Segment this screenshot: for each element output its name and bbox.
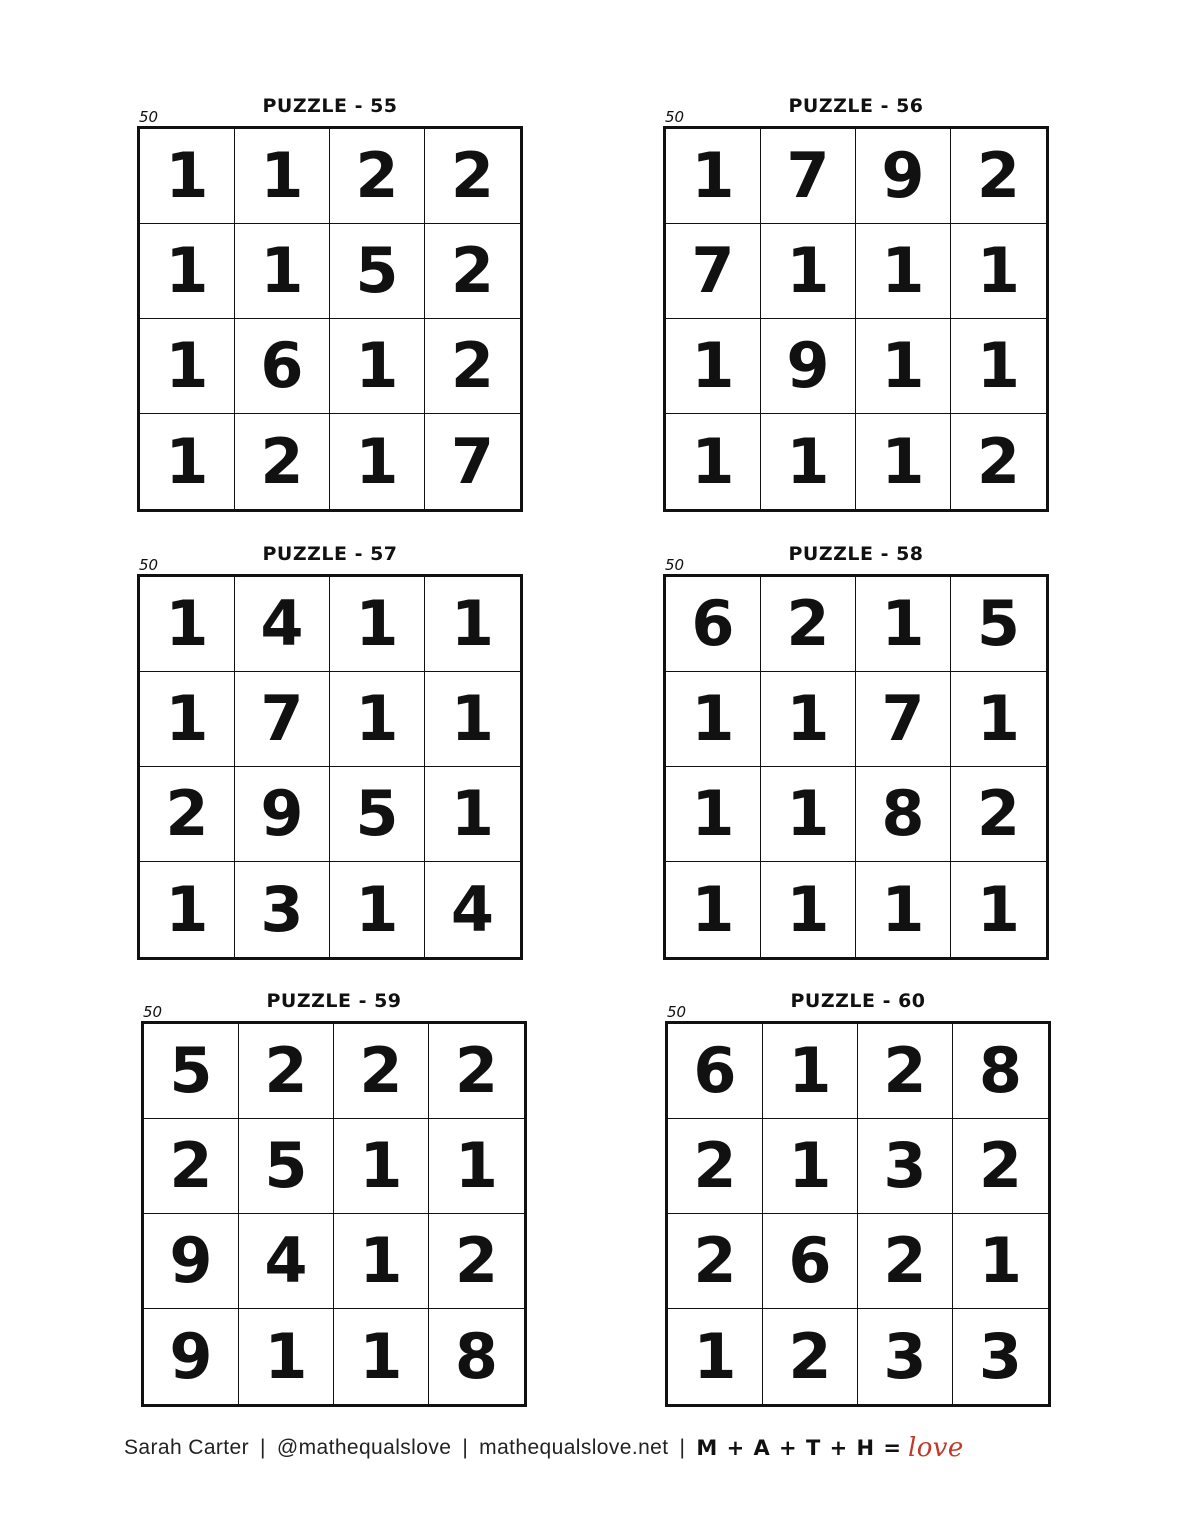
website-link[interactable]: mathequalslove.net (479, 1436, 669, 1459)
separator: | (260, 1436, 266, 1459)
puzzle-title: PUZZLE - 57 (262, 543, 398, 565)
puzzle-grid (137, 126, 523, 512)
grid-cell: 1 (666, 672, 761, 767)
grid-cell: 5 (330, 224, 425, 319)
grid-cell: 1 (951, 672, 1046, 767)
grid-cell: 2 (951, 767, 1046, 862)
grid-cell: 1 (140, 414, 235, 509)
puzzle-title: PUZZLE - 55 (262, 95, 398, 117)
brand-logo: M + A + T + H = (696, 1436, 902, 1460)
puzzle-55 (137, 94, 523, 524)
grid-cell: 1 (761, 862, 856, 957)
puzzle-grid (665, 1021, 1051, 1407)
puzzle-title: PUZZLE - 56 (788, 95, 924, 117)
grid-cell: 1 (330, 577, 425, 672)
grid-cell: 2 (144, 1119, 239, 1214)
grid-cell: 1 (239, 1309, 334, 1404)
grid-cell: 1 (951, 319, 1046, 414)
grid-cell: 2 (425, 319, 520, 414)
grid-cell: 1 (761, 414, 856, 509)
grid-cell: 1 (140, 224, 235, 319)
puzzle-60 (665, 989, 1051, 1419)
grid-cell: 4 (450, 872, 495, 946)
grid-cell: 1 (761, 767, 856, 862)
grid-cell: 1 (953, 1214, 1048, 1309)
grid-cell: 1 (140, 862, 235, 957)
grid-cell: 1 (330, 862, 425, 957)
grid-cell: 1 (666, 414, 761, 509)
grid-cell: 7 (856, 672, 951, 767)
footer (124, 1430, 964, 1466)
puzzle-title: PUZZLE - 60 (790, 990, 926, 1012)
grid-cell: 1 (763, 1024, 858, 1119)
grid-cell: 2 (330, 129, 425, 224)
grid-cell: 1 (140, 672, 235, 767)
puzzle-title: PUZZLE - 59 (266, 990, 402, 1012)
grid-cell: 6 (763, 1214, 858, 1309)
target-number: 50 (667, 1003, 687, 1021)
grid-cell: 7 (450, 424, 495, 498)
grid-cell: 2 (858, 1024, 953, 1119)
grid-cell: 1 (761, 224, 856, 319)
puzzle-58 (663, 542, 1049, 972)
grid-cell: 1 (666, 767, 761, 862)
grid-cell: 2 (951, 129, 1046, 224)
puzzle-title: PUZZLE - 58 (788, 543, 924, 565)
puzzle-59 (141, 989, 527, 1419)
grid-cell: 1 (856, 414, 951, 509)
puzzle-grid (663, 126, 1049, 512)
grid-cell: 2 (235, 414, 330, 509)
grid-cell: 1 (334, 1309, 429, 1404)
author-name: Sarah Carter (124, 1436, 250, 1459)
grid-cell: 2 (976, 424, 1021, 498)
grid-cell: 2 (763, 1309, 858, 1404)
grid-cell: 2 (668, 1214, 763, 1309)
grid-cell: 7 (761, 129, 856, 224)
grid-cell: 2 (239, 1024, 334, 1119)
puzzle-57 (137, 542, 523, 972)
puzzle-grid (137, 574, 523, 960)
grid-cell: 9 (856, 129, 951, 224)
grid-cell: 2 (858, 1214, 953, 1309)
grid-cell: 2 (140, 767, 235, 862)
grid-cell: 2 (668, 1119, 763, 1214)
grid-cell: 1 (334, 1119, 429, 1214)
grid-cell: 1 (666, 319, 761, 414)
grid-cell: 1 (429, 1119, 524, 1214)
grid-cell: 1 (668, 1309, 763, 1404)
grid-cell: 2 (425, 224, 520, 319)
target-number: 50 (139, 556, 159, 574)
grid-cell: 2 (429, 1024, 524, 1119)
grid-cell: 7 (666, 224, 761, 319)
grid-cell: 3 (858, 1309, 953, 1404)
grid-cell: 5 (144, 1024, 239, 1119)
grid-cell: 2 (425, 129, 520, 224)
grid-cell: 1 (666, 862, 761, 957)
grid-cell: 3 (858, 1119, 953, 1214)
grid-cell: 1 (140, 319, 235, 414)
grid-cell: 3 (235, 862, 330, 957)
grid-cell: 9 (144, 1214, 239, 1309)
grid-cell: 8 (856, 767, 951, 862)
social-handle: @mathequalslove (276, 1436, 452, 1459)
target-number: 50 (665, 108, 685, 126)
grid-cell: 1 (856, 319, 951, 414)
grid-cell: 4 (239, 1214, 334, 1309)
grid-cell: 5 (951, 577, 1046, 672)
grid-cell: 7 (235, 672, 330, 767)
grid-cell: 1 (951, 224, 1046, 319)
grid-cell: 1 (856, 224, 951, 319)
grid-cell: 1 (425, 767, 520, 862)
grid-cell: 4 (235, 577, 330, 672)
grid-cell: 9 (144, 1309, 239, 1404)
grid-cell: 2 (761, 577, 856, 672)
grid-cell: 1 (761, 672, 856, 767)
grid-cell: 8 (953, 1024, 1048, 1119)
puzzle-grid (663, 574, 1049, 960)
grid-cell: 1 (425, 672, 520, 767)
grid-cell: 1 (666, 129, 761, 224)
grid-cell: 1 (425, 577, 520, 672)
grid-cell: 1 (140, 129, 235, 224)
grid-cell: 1 (330, 414, 425, 509)
puzzle-56 (663, 94, 1049, 524)
grid-cell: 1 (763, 1119, 858, 1214)
grid-cell: 1 (235, 129, 330, 224)
grid-cell: 2 (429, 1214, 524, 1309)
grid-cell: 1 (334, 1214, 429, 1309)
separator: | (679, 1436, 686, 1459)
grid-cell: 6 (666, 577, 761, 672)
target-number: 50 (143, 1003, 163, 1021)
grid-cell: 2 (953, 1119, 1048, 1214)
grid-cell: 5 (330, 767, 425, 862)
grid-cell: 3 (978, 1319, 1023, 1393)
grid-cell: 1 (856, 862, 951, 957)
grid-cell: 1 (140, 577, 235, 672)
grid-cell: 8 (454, 1319, 499, 1393)
grid-cell: 9 (235, 767, 330, 862)
grid-cell: 1 (976, 872, 1021, 946)
grid-cell: 5 (239, 1119, 334, 1214)
target-number: 50 (665, 556, 685, 574)
separator: | (462, 1436, 469, 1459)
target-number: 50 (139, 108, 159, 126)
grid-cell: 1 (330, 319, 425, 414)
grid-cell: 1 (330, 672, 425, 767)
puzzle-grid (141, 1021, 527, 1407)
grid-cell: 6 (235, 319, 330, 414)
grid-cell: 1 (235, 224, 330, 319)
grid-cell: 2 (334, 1024, 429, 1119)
brand-love-script: love (907, 1433, 964, 1463)
grid-cell: 6 (668, 1024, 763, 1119)
grid-cell: 1 (856, 577, 951, 672)
grid-cell: 9 (761, 319, 856, 414)
